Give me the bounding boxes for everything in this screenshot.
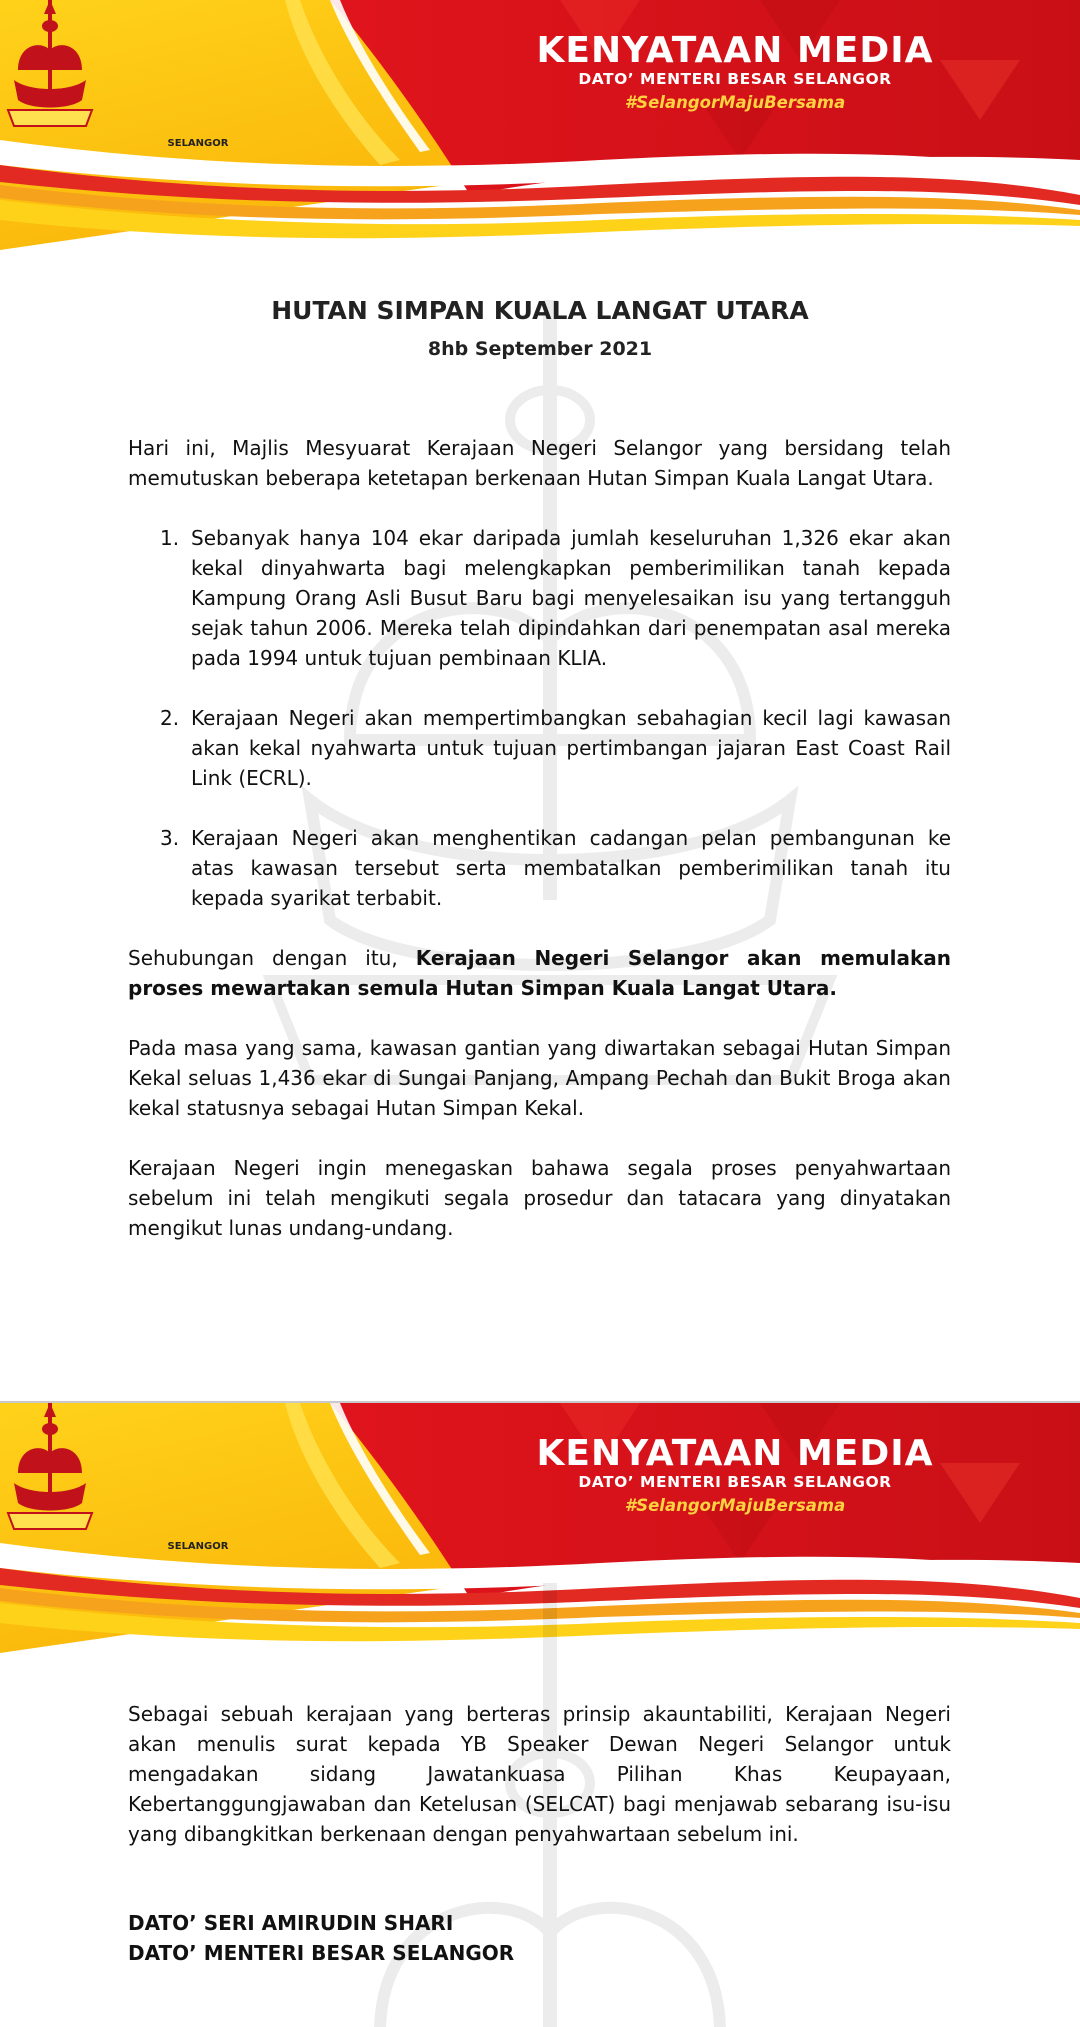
banner-title: KENYATAAN MEDIA	[536, 30, 934, 71]
banner-subtitle: DATO’ MENTERI BESAR SELANGOR	[578, 70, 892, 88]
crest-label: SELANGOR	[167, 1541, 229, 1552]
list-text: Kerajaan Negeri akan menghentikan cadangan pelan pembangunan ke atas kawasan tersebut serta membatalkan pemberimilikan tanah itu kepada syarikat terbabit.	[191, 826, 951, 910]
selangor-crest-icon	[0, 0, 100, 138]
document-title: HUTAN SIMPAN KUALA LANGAT UTARA	[271, 296, 809, 325]
media-statement-banner	[0, 0, 1080, 260]
selangor-crest-icon	[0, 1403, 100, 1541]
banner-subtitle: DATO’ MENTERI BESAR SELANGOR	[578, 1473, 892, 1491]
same-time-paragraph: Pada masa yang sama, kawasan gantian yang diwartakan sebagai Hutan Simpan Kekal seluas 1,436 ekar di Sungai Panjang, Ampang Pechah dan Bukit Broga akan kekal statusnya sebagai Hutan Simpan Kekal.	[128, 1036, 951, 1120]
connect-lead: Sehubungan dengan itu,	[128, 946, 416, 970]
list-text: Kerajaan Negeri akan mempertimbangkan sebahagian kecil lagi kawasan akan kekal nyahwarta untuk tujuan pertimbangan jajaran East Coast Rail Link (ECRL).	[191, 706, 951, 790]
document-date: 8hb September 2021	[427, 338, 653, 360]
list-number: 3.	[160, 826, 180, 850]
banner-hashtag: #SelangorMajuBersama	[624, 1496, 846, 1515]
connect-bold-text: Kerajaan Negeri Selangor akan memulakan proses mewartakan semula Hutan Simpan Kuala Langat Utara.	[128, 946, 951, 1000]
document-body-continued	[128, 1699, 951, 1849]
list-text: Sebanyak hanya 104 ekar daripada jumlah keseluruhan 1,326 ekar akan kekal dinyahwarta bagi melengkapkan pemberimilikan tanah kepada Kampung Orang Asli Busut Baru bagi menyelesaikan isu yang tertangguh sejak tahun 2006. Mereka telah dipindahkan dari penempatan asal mereka pada 1994 untuk tujuan pembinaan KLIA.	[191, 526, 951, 670]
list-item	[128, 823, 951, 913]
list-item	[128, 703, 951, 793]
connect-paragraph	[128, 943, 951, 1003]
assert-paragraph: Kerajaan Negeri ingin menegaskan bahawa segala proses penyahwartaan sebelum ini telah mengikuti segala prosedur dan tatacara yang dinyatakan mengikut lunas undang-undang.	[128, 1156, 951, 1240]
list-item	[128, 523, 951, 673]
document-page-2	[0, 1401, 1080, 2027]
list-number: 1.	[160, 526, 180, 550]
banner-title: KENYATAAN MEDIA	[536, 1433, 934, 1474]
intro-paragraph: Hari ini, Majlis Mesyuarat Kerajaan Negeri Selangor yang bersidang telah memutuskan beberapa ketetapan berkenaan Hutan Simpan Kuala Langat Utara.	[128, 436, 951, 490]
crest-label: SELANGOR	[167, 138, 229, 149]
signature-title: DATO’ MENTERI BESAR SELANGOR	[128, 1941, 515, 1965]
accountability-paragraph: Sebagai sebuah kerajaan yang berteras prinsip akauntabiliti, Kerajaan Negeri akan menulis surat kepada YB Speaker Dewan Negeri Selangor untuk mengadakan sidang Jawatankuasa Pilihan Khas Keupayaan, Kebertanggungjawaban dan Ketelusan (SELCAT) bagi menjawab sebarang isu-isu yang dibangkitkan berkenaan dengan penyahwartaan sebelum ini.	[128, 1702, 951, 1846]
list-number: 2.	[160, 706, 180, 730]
document-body	[128, 433, 951, 1243]
banner-hashtag: #SelangorMajuBersama	[624, 93, 846, 112]
signature-name: DATO’ SERI AMIRUDIN SHARI	[128, 1911, 454, 1935]
